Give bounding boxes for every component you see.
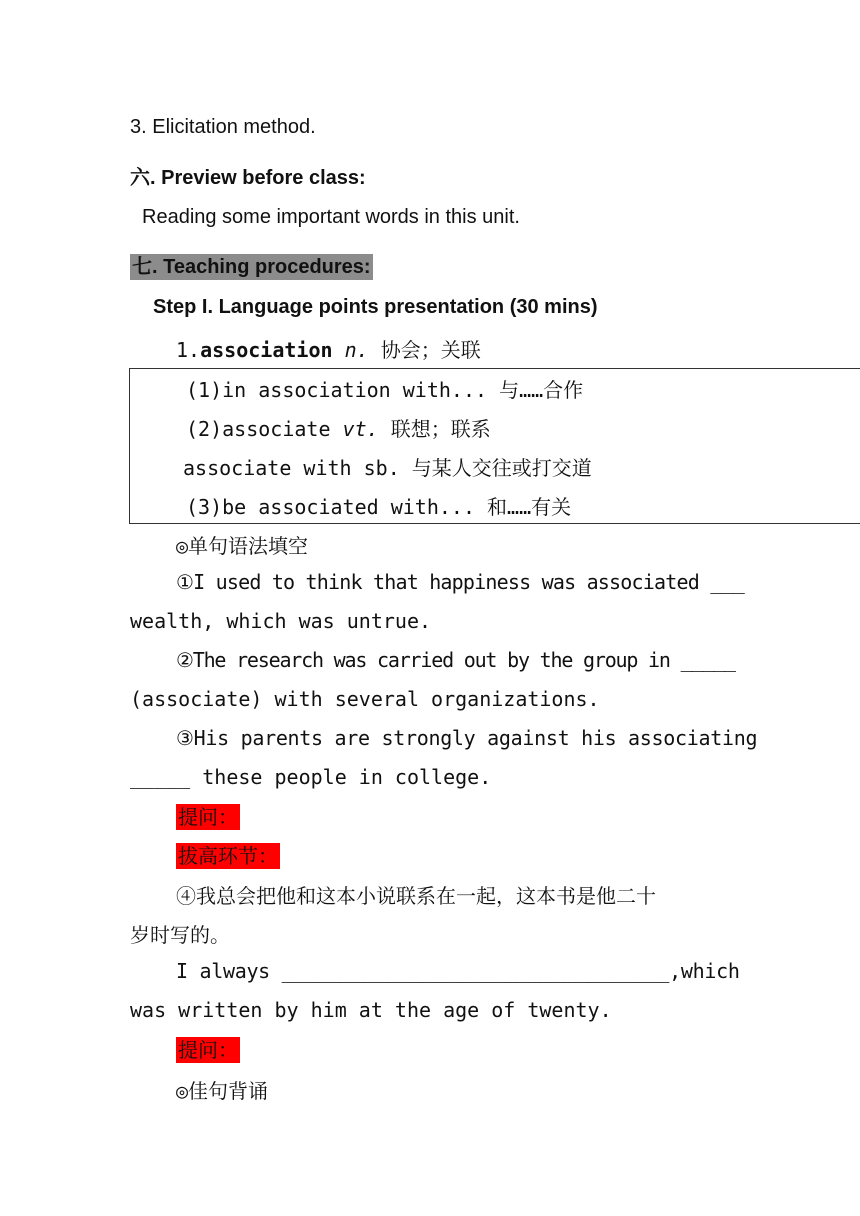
- raise-label: [176, 840, 280, 869]
- vocab-word: association: [200, 338, 333, 362]
- usage-line-3: associate with sb. 与某人交往或打交道: [183, 456, 592, 480]
- question-4-line-1: ④我总会把他和这本小说联系在一起，这本书是他二十: [176, 884, 656, 908]
- procedures-heading-text: 七. Teaching procedures:: [132, 256, 371, 278]
- preview-heading: 六. Preview before class:: [130, 167, 366, 189]
- usage-line-2-a: (2)associate: [186, 417, 343, 441]
- vocab-entry: [176, 334, 481, 363]
- usage-line-4: (3)be associated with... 和……有关: [186, 495, 572, 519]
- question-3-line-2: _____ these people in college.: [130, 765, 492, 789]
- ask-label-2-text: 提问：: [178, 1038, 238, 1062]
- question-4-line-3: I always _________________________________,which: [176, 959, 740, 983]
- recite-title: ◎佳句背诵: [176, 1079, 269, 1103]
- question-4-line-2: 岁时写的。: [130, 923, 230, 947]
- usage-line-2-b: 联想；联系: [378, 417, 491, 441]
- question-2-line-1: ②The research was carried out by the group in _____: [176, 648, 735, 672]
- preview-text: Reading some important words in this unit.: [142, 206, 520, 228]
- ask-label-1-text: 提问：: [178, 805, 238, 829]
- question-3-line-1: ③His parents are strongly against his associating: [176, 726, 758, 750]
- vocab-pos: n.: [344, 338, 369, 362]
- usage-line-1: (1)in association with... 与……合作: [186, 378, 584, 402]
- teaching-method-item: 3. Elicitation method.: [130, 116, 316, 138]
- vocab-meaning: 协会；关联: [380, 338, 481, 362]
- question-1-line-1: ①I used to think that happiness was associated ___: [176, 570, 744, 594]
- vocab-number: 1.: [176, 338, 201, 362]
- question-2-line-2: (associate) with several organizations.: [130, 687, 600, 711]
- ask-label-2: [176, 1034, 240, 1063]
- procedures-heading: [130, 250, 373, 279]
- usage-line-2: [186, 413, 491, 442]
- question-4-line-4: was written by him at the age of twenty.: [130, 998, 612, 1022]
- raise-label-text: 拔高环节：: [178, 844, 278, 868]
- ask-label-1: [176, 801, 240, 830]
- usage-line-2-pos: vt.: [342, 417, 379, 441]
- step-heading: Step I. Language points presentation (30 mins): [153, 296, 598, 318]
- exercise-title: ◎单句语法填空: [176, 534, 309, 558]
- question-1-line-2: wealth, which was untrue.: [130, 609, 432, 633]
